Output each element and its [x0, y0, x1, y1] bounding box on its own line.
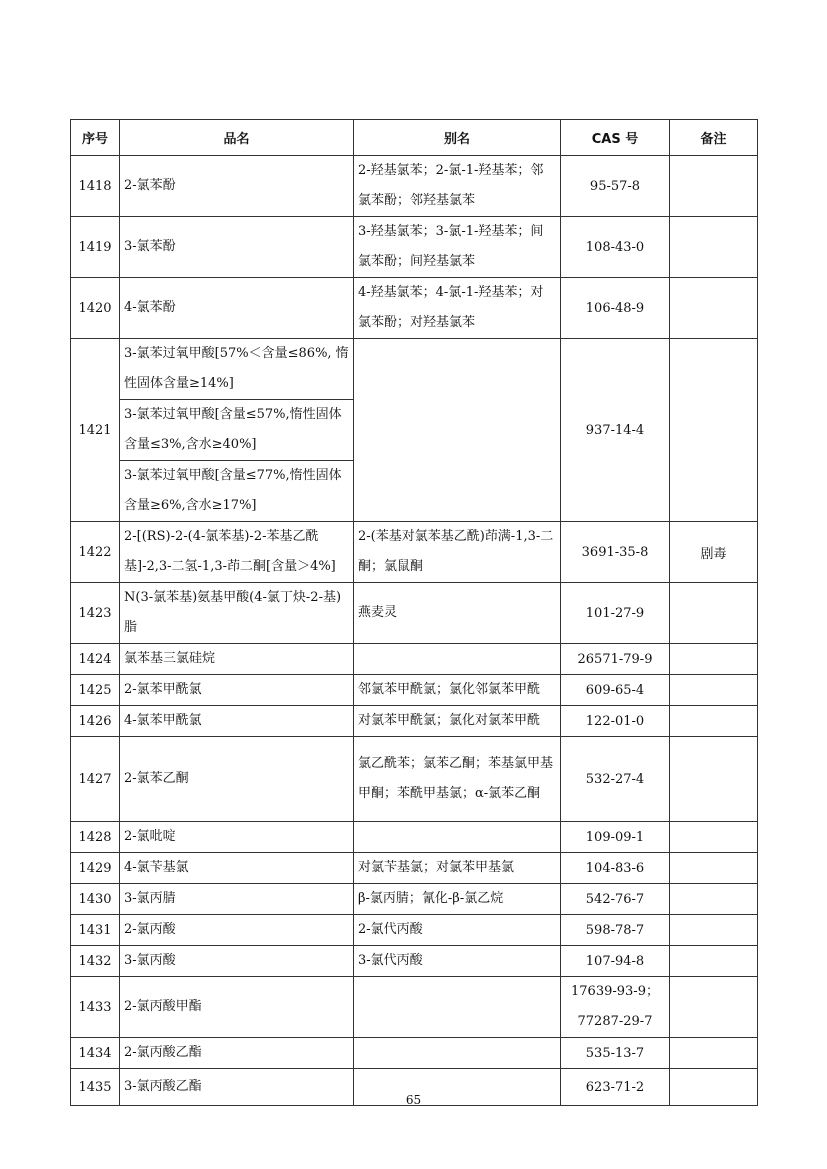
table-row: [71, 737, 758, 822]
cell-note: [670, 675, 758, 706]
cell-no: 1433: [71, 977, 120, 1038]
cell-name: 4-氯苯甲酰氯: [120, 706, 354, 737]
cell-name: 3-氯丙酸: [120, 946, 354, 977]
table-row: [71, 156, 758, 217]
cell-note: [670, 737, 758, 822]
cell-note: [670, 1038, 758, 1069]
cell-cas: 95-57-8: [561, 156, 670, 217]
cell-cas: 106-48-9: [561, 278, 670, 339]
cell-note: [670, 822, 758, 853]
cell-name: 3-氯苯过氧甲酸[57%＜含量≤86%, 惰性固体含量≥14%]: [120, 339, 354, 400]
cell-no: 1432: [71, 946, 120, 977]
cell-no: 1435: [71, 1069, 120, 1106]
cell-note: [670, 946, 758, 977]
cell-no: 1418: [71, 156, 120, 217]
cell-note: 剧毒: [670, 522, 758, 583]
table-row: [71, 853, 758, 884]
cell-alias: β-氯丙腈；氰化-β-氯乙烷: [354, 884, 561, 915]
cell-cas: 532-27-4: [561, 737, 670, 822]
cell-alias: [354, 644, 561, 675]
cell-alias: 2-氯代丙酸: [354, 915, 561, 946]
cell-cas: 535-13-7: [561, 1038, 670, 1069]
cell-name: 2-氯丙酸甲酯: [120, 977, 354, 1038]
cell-alias: 邻氯苯甲酰氯；氯化邻氯苯甲酰: [354, 675, 561, 706]
cell-note: [670, 156, 758, 217]
cell-alias: 4-羟基氯苯；4-氯-1-羟基苯；对氯苯酚；对羟基氯苯: [354, 278, 561, 339]
cell-alias: 燕麦灵: [354, 583, 561, 644]
cell-no: 1431: [71, 915, 120, 946]
cell-name: 2-氯苯甲酰氯: [120, 675, 354, 706]
cell-name: 3-氯丙酸乙酯: [120, 1069, 354, 1106]
table-row: [71, 339, 758, 400]
cell-alias: [354, 822, 561, 853]
cell-cas: 122-01-0: [561, 706, 670, 737]
cell-name: 3-氯丙腈: [120, 884, 354, 915]
cell-alias: 氯乙酰苯；氯苯乙酮；苯基氯甲基甲酮；苯酰甲基氯；α-氯苯乙酮: [354, 737, 561, 822]
cell-no: 1422: [71, 522, 120, 583]
cell-no: 1425: [71, 675, 120, 706]
cell-name: 氯苯基三氯硅烷: [120, 644, 354, 675]
table-row: [71, 217, 758, 278]
cell-cas: 108-43-0: [561, 217, 670, 278]
cell-alias: 对氯苯甲酰氯；氯化对氯苯甲酰: [354, 706, 561, 737]
cell-note: [670, 217, 758, 278]
cell-alias: 2-羟基氯苯；2-氯-1-羟基苯；邻氯苯酚；邻羟基氯苯: [354, 156, 561, 217]
cell-no: 1424: [71, 644, 120, 675]
cell-cas: 3691-35-8: [561, 522, 670, 583]
table-row: [71, 278, 758, 339]
cell-cas: 101-27-9: [561, 583, 670, 644]
cell-cas: 937-14-4: [561, 339, 670, 522]
cell-name: 3-氯苯过氧甲酸[含量≤77%,惰性固体含量≥6%,含水≥17%]: [120, 461, 354, 522]
page-number: 65: [405, 1093, 422, 1107]
cell-note: [670, 915, 758, 946]
cell-cas: 109-09-1: [561, 822, 670, 853]
cell-note: [670, 339, 758, 522]
header-cas: CAS 号: [561, 120, 670, 156]
cell-no: 1420: [71, 278, 120, 339]
cell-note: [670, 853, 758, 884]
table-row: [71, 884, 758, 915]
cell-no: 1423: [71, 583, 120, 644]
table-row: [71, 522, 758, 583]
cell-name: 2-[(RS)-2-(4-氯苯基)-2-苯基乙酰基]-2,3-二氢-1,3-茚二酮[含量＞4%]: [120, 522, 354, 583]
cell-no: 1427: [71, 737, 120, 822]
cell-cas: 17639-93-9；77287-29-7: [561, 977, 670, 1038]
table-row: [71, 1038, 758, 1069]
cell-name: 2-氯苯乙酮: [120, 737, 354, 822]
table-row: [71, 583, 758, 644]
cell-note: [670, 706, 758, 737]
cell-no: 1434: [71, 1038, 120, 1069]
table-row: [71, 946, 758, 977]
table-row: [71, 915, 758, 946]
cell-cas: 104-83-6: [561, 853, 670, 884]
cell-name: 3-氯苯酚: [120, 217, 354, 278]
cell-name: 2-氯丙酸: [120, 915, 354, 946]
cell-no: 1421: [71, 339, 120, 522]
header-note: 备注: [670, 120, 758, 156]
cell-note: [670, 278, 758, 339]
header-alias: 别名: [354, 120, 561, 156]
cell-name: 4-氯苯酚: [120, 278, 354, 339]
cell-note: [670, 583, 758, 644]
cell-cas: 26571-79-9: [561, 644, 670, 675]
cell-name: N(3-氯苯基)氨基甲酸(4-氯丁炔-2-基)脂: [120, 583, 354, 644]
table-row: [71, 675, 758, 706]
cell-alias: [354, 1038, 561, 1069]
cell-name: 2-氯吡啶: [120, 822, 354, 853]
cell-alias: [354, 339, 561, 522]
cell-name: 2-氯丙酸乙酯: [120, 1038, 354, 1069]
cell-cas: 623-71-2: [561, 1069, 670, 1106]
chemical-table: [70, 119, 758, 1106]
cell-note: [670, 644, 758, 675]
cell-name: 3-氯苯过氧甲酸[含量≤57%,惰性固体含量≤3%,含水≥40%]: [120, 400, 354, 461]
table-header-row: [71, 120, 758, 156]
table-row: [71, 706, 758, 737]
cell-alias: 2-(苯基对氯苯基乙酰)茚满-1,3-二酮；氯鼠酮: [354, 522, 561, 583]
cell-no: 1430: [71, 884, 120, 915]
cell-cas: 542-76-7: [561, 884, 670, 915]
cell-alias: [354, 977, 561, 1038]
cell-no: 1419: [71, 217, 120, 278]
header-name: 品名: [120, 120, 354, 156]
cell-no: 1426: [71, 706, 120, 737]
cell-cas: 598-78-7: [561, 915, 670, 946]
cell-name: 4-氯苄基氯: [120, 853, 354, 884]
cell-note: [670, 977, 758, 1038]
table-row: [71, 822, 758, 853]
table-row: [71, 977, 758, 1038]
cell-alias: 3-羟基氯苯；3-氯-1-羟基苯；间氯苯酚；间羟基氯苯: [354, 217, 561, 278]
table-row: [71, 644, 758, 675]
cell-no: 1428: [71, 822, 120, 853]
cell-name: 2-氯苯酚: [120, 156, 354, 217]
cell-alias: 对氯苄基氯；对氯苯甲基氯: [354, 853, 561, 884]
cell-note: [670, 884, 758, 915]
cell-cas: 609-65-4: [561, 675, 670, 706]
cell-no: 1429: [71, 853, 120, 884]
cell-alias: 3-氯代丙酸: [354, 946, 561, 977]
header-no: 序号: [71, 120, 120, 156]
cell-cas: 107-94-8: [561, 946, 670, 977]
